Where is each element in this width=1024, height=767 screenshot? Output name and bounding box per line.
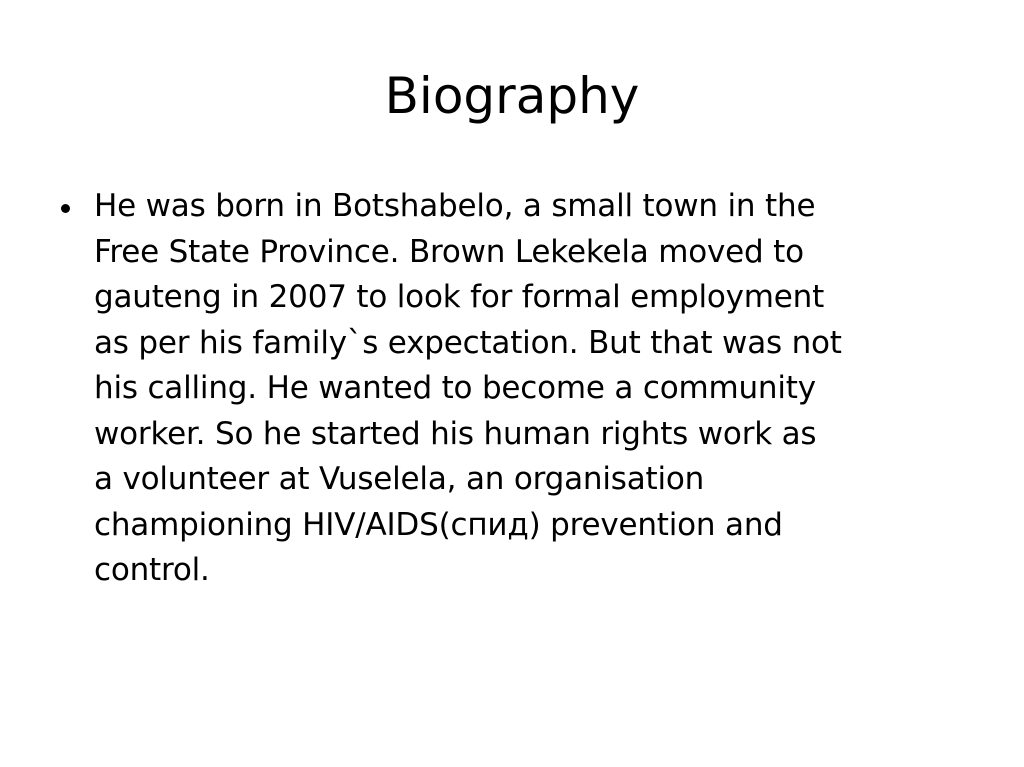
bullet-dot-icon — [61, 204, 70, 213]
bullet-text-line: Free State Province. Brown Lekekela moved to — [94, 233, 804, 270]
bullet-item — [0, 184, 1024, 594]
bullet-text-line: worker. So he started his human rights work as — [94, 415, 817, 452]
bullet-text-line: He was born in Botshabelo, a small town in the — [94, 188, 816, 224]
bullet-text-line: as per his family`s expectation. But that was not — [94, 324, 842, 361]
bullet-list — [0, 184, 1024, 594]
bullet-text-line: a volunteer at Vuselela, an organisation — [94, 461, 705, 497]
bullet-text-line: his calling. He wanted to become a community — [94, 370, 816, 406]
bullet-text-line: gauteng in 2007 to look for formal employment — [94, 279, 825, 315]
bullet-text-line: championing HIV/AIDS(спид) prevention and — [94, 506, 783, 543]
bullet-text-line: control. — [94, 552, 210, 588]
bullet-text — [94, 184, 1024, 594]
slide-title: Biography — [384, 67, 640, 125]
